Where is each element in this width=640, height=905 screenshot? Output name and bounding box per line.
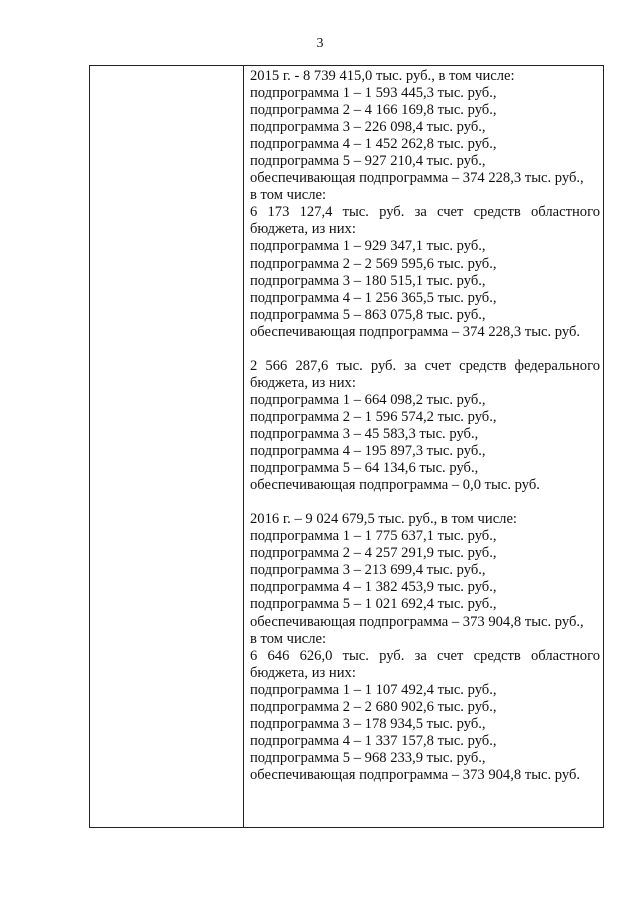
funding-line: подпрограмма 2 – 2 680 902,6 тыс. руб.,: [250, 698, 497, 715]
funding-line: подпрограмма 1 – 1 107 492,4 тыс. руб.,: [250, 681, 497, 698]
funding-line: обеспечивающая подпрограмма – 373 904,8 тыс. руб.: [250, 766, 581, 783]
funding-line: подпрограмма 1 – 1 593 445,3 тыс. руб.,: [250, 85, 497, 102]
funding-line: бюджета, из них:: [250, 664, 356, 681]
funding-line: подпрограмма 3 – 45 583,3 тыс. руб.,: [250, 425, 479, 442]
funding-line: подпрограмма 3 – 178 934,5 тыс. руб.,: [250, 715, 486, 732]
funding-line: 2016 г. – 9 024 679,5 тыс. руб., в том числе:: [250, 511, 517, 528]
funding-line: подпрограмма 4 – 195 897,3 тыс. руб.,: [250, 443, 486, 460]
funding-line: обеспечивающая подпрограмма – 374 228,3 тыс. руб.: [250, 323, 581, 340]
funding-line: подпрограмма 1 – 929 347,1 тыс. руб.,: [250, 238, 486, 255]
funding-block: [250, 68, 600, 341]
funding-line: подпрограмма 3 – 180 515,1 тыс. руб.,: [250, 272, 486, 289]
funding-line: подпрограмма 4 – 1 452 262,8 тыс. руб.,: [250, 136, 497, 153]
funding-line: подпрограмма 3 – 213 699,4 тыс. руб.,: [250, 562, 486, 579]
funding-block: [250, 511, 600, 784]
funding-line: бюджета, из них:: [250, 221, 356, 238]
funding-line: подпрограмма 2 – 2 569 595,6 тыс. руб.,: [250, 255, 497, 272]
funding-line: 2015 г. - 8 739 415,0 тыс. руб., в том числе:: [250, 68, 515, 84]
funding-line: подпрограмма 1 – 1 775 637,1 тыс. руб.,: [250, 528, 497, 545]
funding-line: подпрограмма 5 – 1 021 692,4 тыс. руб.,: [250, 596, 497, 613]
funding-line: подпрограмма 2 – 4 257 291,9 тыс. руб.,: [250, 545, 497, 562]
funding-line: 2 566 287,6 тыс. руб. за счет средств федерального: [250, 357, 600, 374]
funding-line: обеспечивающая подпрограмма – 374 228,3 тыс. руб.,: [250, 170, 584, 187]
funding-line: обеспечивающая подпрограмма – 0,0 тыс. руб.: [250, 477, 540, 494]
funding-block: [250, 358, 600, 494]
funding-line: подпрограмма 1 – 664 098,2 тыс. руб.,: [250, 391, 486, 408]
funding-line: подпрограмма 2 – 1 596 574,2 тыс. руб.,: [250, 408, 497, 425]
funding-line: подпрограмма 4 – 1 256 365,5 тыс. руб.,: [250, 289, 497, 306]
funding-line: подпрограмма 4 – 1 337 157,8 тыс. руб.,: [250, 732, 497, 749]
funding-line: подпрограмма 3 – 226 098,4 тыс. руб.,: [250, 119, 486, 136]
funding-line: 6 646 626,0 тыс. руб. за счет средств областного: [250, 647, 600, 664]
funding-line: подпрограмма 5 – 927 210,4 тыс. руб.,: [250, 153, 486, 170]
funding-line: бюджета, из них:: [250, 374, 356, 391]
funding-line: подпрограмма 5 – 64 134,6 тыс. руб.,: [250, 460, 479, 477]
page-number: 3: [316, 36, 324, 51]
document-table: [89, 65, 604, 828]
funding-line: в том числе:: [250, 187, 327, 204]
funding-line: подпрограмма 2 – 4 166 169,8 тыс. руб.,: [250, 102, 497, 119]
funding-line: подпрограмма 5 – 968 233,9 тыс. руб.,: [250, 749, 486, 766]
funding-line: 6 173 127,4 тыс. руб. за счет средств областного: [250, 204, 600, 221]
funding-line: подпрограмма 4 – 1 382 453,9 тыс. руб.,: [250, 579, 497, 596]
funding-line: в том числе:: [250, 630, 327, 647]
paragraph-gap: [250, 494, 600, 511]
funding-cell: [250, 68, 600, 784]
funding-line: подпрограмма 5 – 863 075,8 тыс. руб.,: [250, 306, 486, 323]
paragraph-gap: [250, 341, 600, 358]
funding-line: обеспечивающая подпрограмма – 373 904,8 тыс. руб.,: [250, 613, 584, 630]
column-divider: [243, 66, 244, 827]
